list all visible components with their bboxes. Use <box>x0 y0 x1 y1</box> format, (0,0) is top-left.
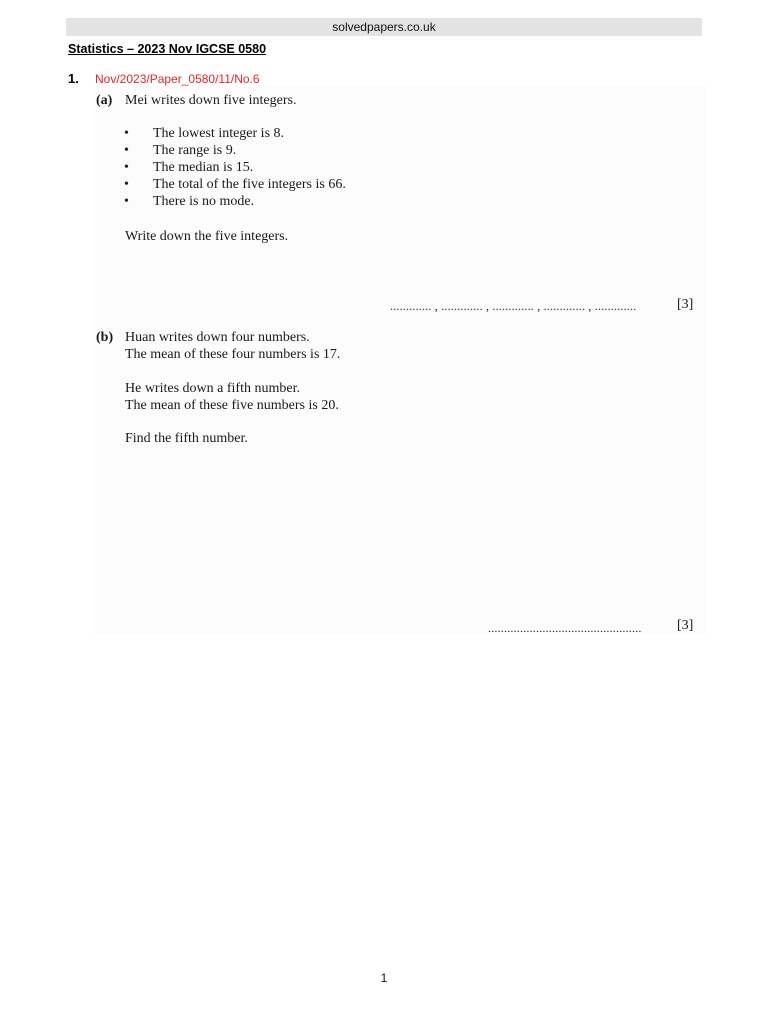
part-a-marks: [3] <box>677 297 694 312</box>
part-b-answer-line: ................................................ <box>488 621 642 635</box>
part-b-line: He writes down a fifth number. <box>125 381 300 396</box>
part-a-instruction: Write down the five integers. <box>125 229 289 244</box>
part-b-line: The mean of these five numbers is 20. <box>125 398 339 413</box>
document-title: Statistics – 2023 Nov IGCSE 0580 <box>68 42 267 56</box>
bullet-item: The range is 9. <box>153 143 237 158</box>
bullet-marker: • <box>124 160 129 175</box>
site-header <box>66 18 702 36</box>
bullet-item: The total of the five integers is 66. <box>153 177 346 192</box>
bullet-item: The median is 15. <box>153 160 254 175</box>
bullet-item: There is no mode. <box>153 194 255 209</box>
site-name: solvedpapers.co.uk <box>332 20 436 34</box>
bullet-marker: • <box>124 194 129 209</box>
question-number: 1. <box>68 71 79 86</box>
page-number: 1 <box>380 971 388 985</box>
bullet-marker: • <box>124 177 129 192</box>
part-b-line: Huan writes down four numbers. <box>125 330 310 345</box>
part-b-instruction: Find the fifth number. <box>125 431 248 446</box>
question-reference: Nov/2023/Paper_0580/11/No.6 <box>95 72 260 86</box>
part-b-line: The mean of these four numbers is 17. <box>125 347 341 362</box>
part-b-marks: [3] <box>677 618 694 633</box>
bullet-marker: • <box>124 126 129 141</box>
bullet-item: The lowest integer is 8. <box>153 126 285 141</box>
part-a-answer-line: ............. , ............. , ............. , ............. , ............. <box>390 299 637 313</box>
part-b-label: (b) <box>96 330 114 345</box>
part-a-label: (a) <box>96 93 113 108</box>
bullet-marker: • <box>124 143 129 158</box>
part-a-intro: Mei writes down five integers. <box>125 93 297 108</box>
